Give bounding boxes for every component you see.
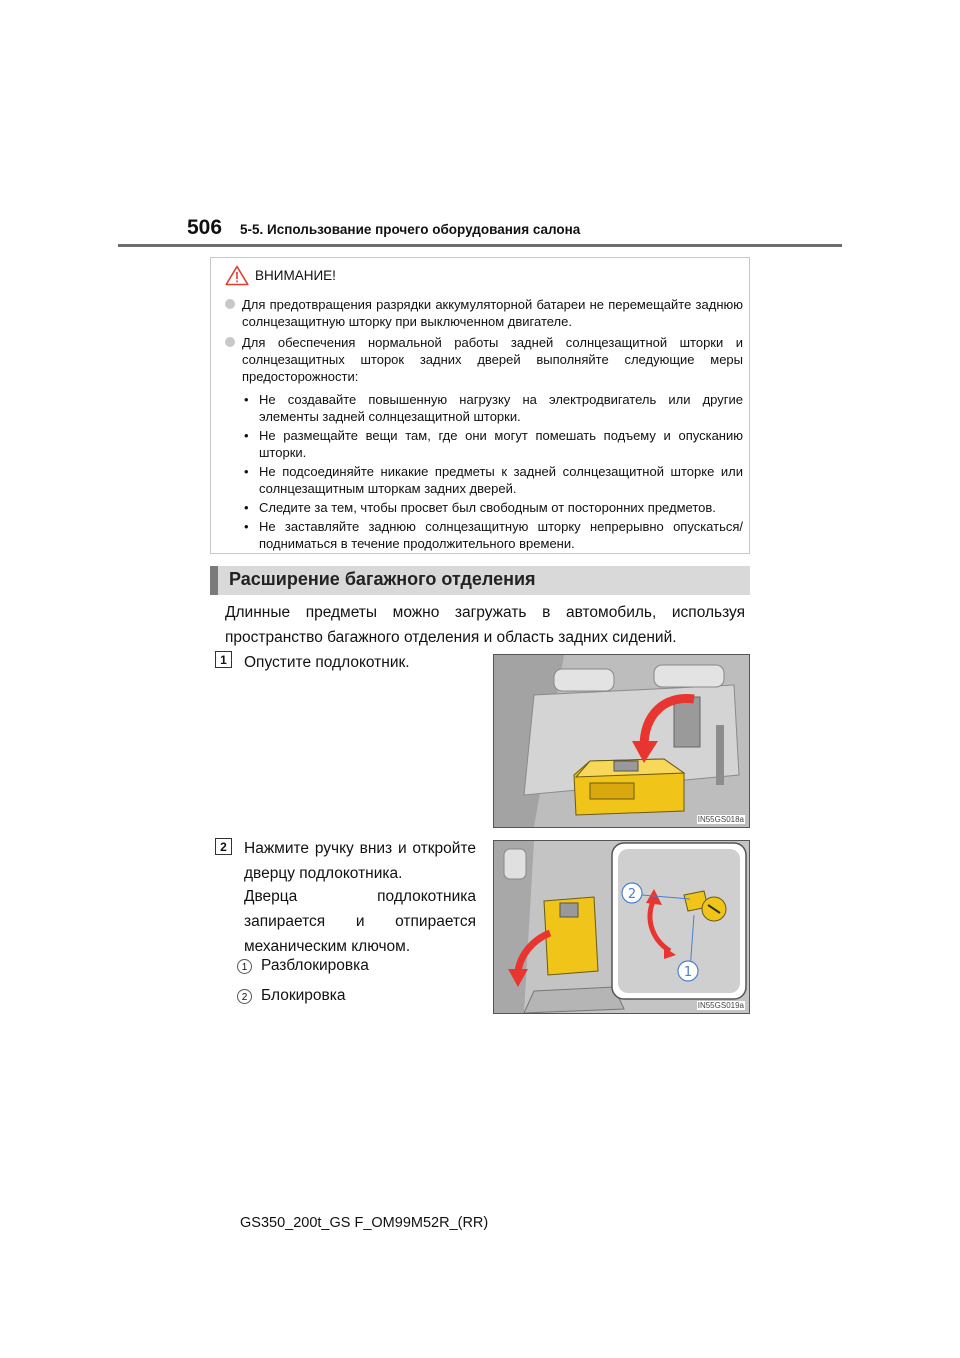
caution-subitem <box>225 427 743 461</box>
caution-subitem <box>225 391 743 425</box>
caution-item <box>225 296 743 330</box>
callout-1: 1 <box>683 965 693 980</box>
warning-triangle-icon <box>225 265 249 286</box>
caution-title: ВНИМАНИЕ! <box>255 267 336 283</box>
caution-item-text: Для обеспечения нормальной работы задней солнцезащитной шторки и солнцезащитных шторок задних дверей выполняйте следующие меры предосторожности: <box>242 335 743 384</box>
document-footer: GS350_200t_GS F_OM99M52R_(RR) <box>240 1215 489 1231</box>
armrest-door-illustration <box>494 841 749 1013</box>
header-rule <box>118 244 842 247</box>
caution-subitem <box>225 463 743 497</box>
figure-armrest-lowered <box>493 654 750 828</box>
caution-subitem-text: Не размещайте вещи там, где они могут помешать подъему и опусканию шторки. <box>259 428 743 460</box>
section-heading-bar <box>210 566 750 595</box>
callout-2: 2 <box>627 887 637 902</box>
page-number: 506 <box>187 216 223 239</box>
step-2-note: Дверца подлокотника запирается и отпирается механическим ключом. <box>244 888 476 955</box>
sub-bullet: • <box>244 519 249 534</box>
step-2-text: Нажмите ручку вниз и откройте дверцу подлокотника. <box>244 840 476 882</box>
sub-bullet: • <box>244 464 249 479</box>
legend-label: Блокировка <box>261 987 346 1004</box>
legend-label: Разблокировка <box>261 957 369 974</box>
legend-unlock <box>237 957 369 975</box>
bullet-dot-icon <box>225 337 235 347</box>
step-badge-1: 1 <box>215 651 232 668</box>
section-heading: Расширение багажного отделения <box>229 569 536 589</box>
caution-subitem-text: Не создавайте повышенную нагрузку на электродвигатель или другие элементы задней солнцезащитной шторки. <box>259 392 743 424</box>
step-1-text: Опустите подлокотник. <box>244 654 410 671</box>
armrest-illustration <box>494 655 749 827</box>
figure-code: IN55GS019a <box>697 1001 744 1010</box>
figure-armrest-door <box>493 840 750 1014</box>
sub-bullet: • <box>244 392 249 407</box>
sub-bullet: • <box>244 428 249 443</box>
section-title: 5-5. Использование прочего оборудования салона <box>240 222 581 237</box>
legend-number-icon: 1 <box>237 959 252 974</box>
caution-item <box>225 334 743 385</box>
caution-subitem <box>225 499 743 516</box>
caution-subitem-text: Не заставляйте заднюю солнцезащитную шторку непрерывно опускаться/подниматься в течение продолжительного времени. <box>259 519 743 551</box>
legend-number-icon: 2 <box>237 989 252 1004</box>
caution-box <box>210 257 750 554</box>
sub-bullet: • <box>244 500 249 515</box>
caution-body <box>225 296 743 554</box>
caution-sublist <box>225 391 743 552</box>
figure-code: IN55GS018a <box>697 815 744 824</box>
bullet-dot-icon <box>225 299 235 309</box>
caution-item-text: Для предотвращения разрядки аккумуляторной батареи не перемещайте заднюю солнцезащитную шторку при выключенном двигателе. <box>242 297 743 329</box>
caution-subitem <box>225 518 743 552</box>
step-badge-2: 2 <box>215 838 232 855</box>
caution-title-row <box>225 264 336 286</box>
caution-subitem-text: Не подсоединяйте никакие предметы к задней солнцезащитной шторке или солнцезащитным шторкам задних дверей. <box>259 464 743 496</box>
legend-lock <box>237 987 346 1005</box>
caution-subitem-text: Следите за тем, чтобы просвет был свободным от посторонних предметов. <box>259 500 716 515</box>
intro-paragraph: Длинные предметы можно загружать в автомобиль, используя пространство багажного отделения и область задних сидений. <box>225 604 745 646</box>
